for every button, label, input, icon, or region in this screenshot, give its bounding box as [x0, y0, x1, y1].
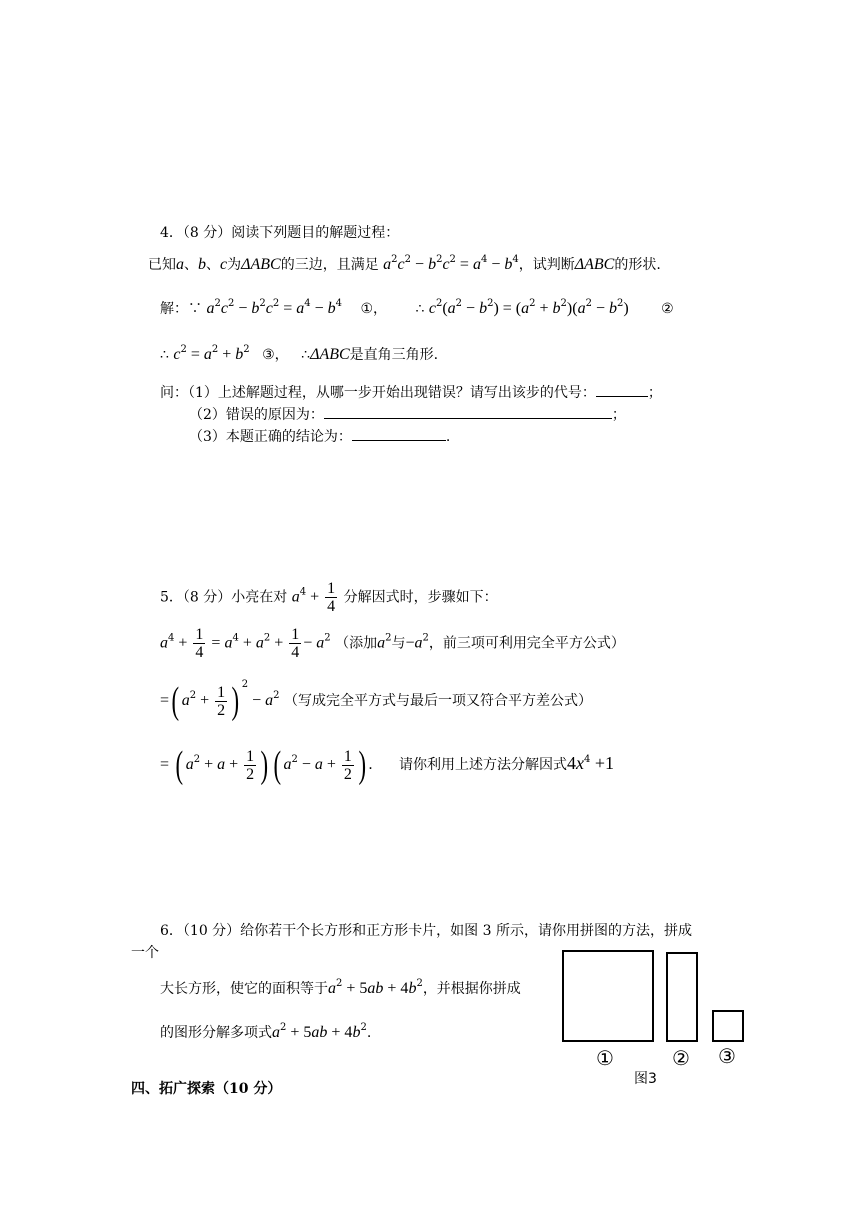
small-square-card	[712, 1010, 744, 1042]
large-square-card	[562, 950, 654, 1042]
q4-given: 已知a、b、c为ΔABC的三边，且满足 $a^2c^2 - b^2c^2 = a^4 - b^4$，试判断ΔABC的形状.	[148, 254, 661, 273]
section-heading: 四、拓广探索（10 分）	[131, 1081, 282, 1097]
q4-title: 4．（8 分）阅读下列题目的解题过程：	[160, 225, 400, 241]
answer-blank-1[interactable]	[596, 384, 648, 397]
figure-3	[560, 948, 750, 1088]
q4-ask3: （3）本题正确的结论为： .	[189, 429, 451, 445]
q4-ask2: （2）错误的原因为： ；	[189, 407, 626, 423]
q4-ask1: 问：（1）上述解题过程，从哪一步开始出现错误？请写出该步的代号： ；	[160, 385, 662, 401]
label-1: ①	[596, 1046, 614, 1070]
answer-blank-3[interactable]	[352, 428, 446, 441]
q5-step1: $a^4$ + $\frac{1}{4}$ = $a^4 + a^2$ + $\frac{1}{4}$ − $a^2$ （添加$a^2$与$-a^2$，前三项可利用完全平方公式）	[160, 626, 625, 661]
answer-blank-2[interactable]	[324, 406, 612, 419]
figure-caption: 图3	[634, 1071, 657, 1087]
q6-line3: 的图形分解多项式$a^2 + 5ab + 4b^2$.	[160, 1022, 372, 1041]
label-3: ③	[718, 1044, 736, 1068]
q6-line1b: 一个	[131, 945, 159, 961]
q5-step2: =( $a^2$ + $\frac{1}{2}$ ) $^2 - a^2$ （写成完全平方式与最后一项又符合平方差公式）	[160, 679, 592, 722]
rectangle-card	[666, 952, 698, 1042]
q4-solution-line1: 解：∵ $a^2c^2 - b^2c^2 = a^4 - b^4$ ①， ∴ $c^2(a^2 - b^2) = (a^2 + b^2)(a^2 - b^2)$ ②	[160, 298, 674, 317]
q5-title: 5．（8 分）小亮在对 $a^4$ + $\frac{1}{4}$ 分解因式时，步骤如下：	[160, 580, 498, 615]
q4-solution-line2: ∴ $c^2 = a^2 + b^2$ ③， ∴ΔABC是直角三角形.	[160, 344, 439, 363]
q5-step3: = ( $a^2 + a$ + $\frac{1}{2}$ ) ( $a^2 - a$ + $\frac{1}{2}$ ) . 请你利用上述方法分解因式$4x^4 +1$	[160, 744, 615, 786]
q6-line2: 大长方形，使它的面积等于$a^2 + 5ab + 4b^2$，并根据你拼成	[160, 978, 521, 997]
q6-line1: 6．（10 分）给你若干个长方形和正方形卡片，如图 3 所示，请你用拼图的方法，拼成	[160, 923, 692, 939]
label-2: ②	[672, 1046, 690, 1070]
